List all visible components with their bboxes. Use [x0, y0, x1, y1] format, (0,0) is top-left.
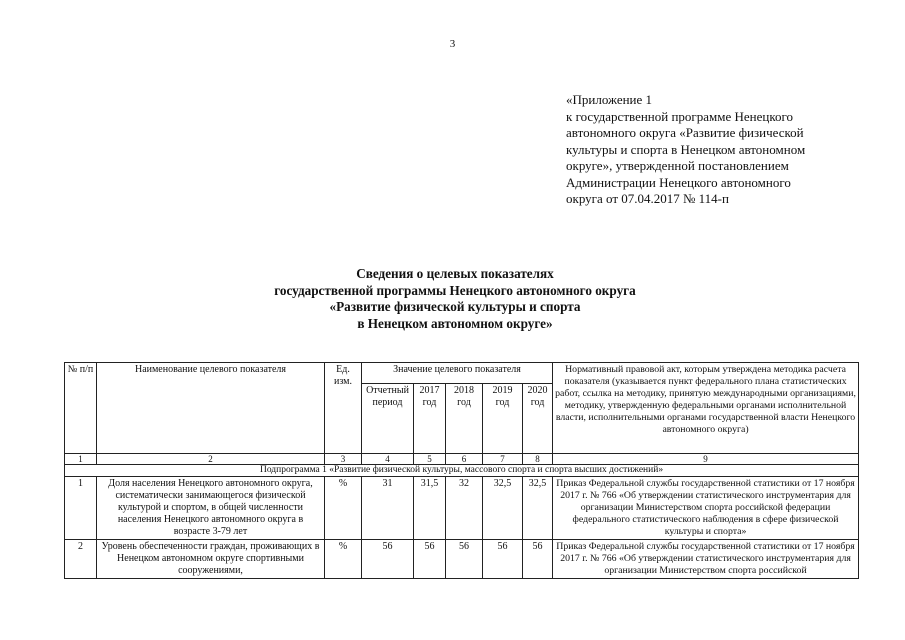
- table-row: [65, 540, 859, 579]
- appendix-line: «Приложение 1: [566, 92, 653, 107]
- column-number: 5: [414, 454, 446, 465]
- row-value-2018: 32: [446, 477, 483, 540]
- row-value-2020: 32,5: [523, 477, 553, 540]
- header-value-group: Значение целевого показателя: [362, 363, 553, 384]
- row-report-value: 56: [362, 540, 414, 579]
- row-report-value: 31: [362, 477, 414, 540]
- title-line: государственной программы Ненецкого автономного округа: [274, 282, 636, 298]
- header-year-2018: 2018 год: [446, 384, 483, 454]
- row-value-2019: 56: [483, 540, 523, 579]
- title-line: в Ненецком автономном округе»: [357, 315, 553, 331]
- header-year-2020: 2020 год: [523, 384, 553, 454]
- header-unit: Ед. изм.: [325, 363, 362, 454]
- appendix-line: округа от 07.04.2017 № 114-п: [566, 191, 729, 206]
- column-number: 6: [446, 454, 483, 465]
- header-name: Наименование целевого показателя: [97, 363, 325, 454]
- row-value-2017: 31,5: [414, 477, 446, 540]
- table-row: [65, 477, 859, 540]
- header-year-2017: 2017 год: [414, 384, 446, 454]
- row-value-2020: 56: [523, 540, 553, 579]
- header-report-period: Отчетный период: [362, 384, 414, 454]
- row-indicator-name: Уровень обеспеченности граждан, проживающих в Ненецком автономном округе спортивными сооружениями,: [97, 540, 325, 579]
- appendix-line: Администрации Ненецкого автономного: [566, 174, 791, 190]
- row-legal-act: Приказ Федеральной службы государственной статистики от 17 ноября 2017 г. № 766 «Об утверждении статистического инструментария для организации Министерством спорта российской: [553, 540, 859, 579]
- column-number: 9: [553, 454, 859, 465]
- row-num: 2: [65, 540, 97, 579]
- appendix-line: автономного округа «Развитие физической: [566, 125, 804, 140]
- column-number: 4: [362, 454, 414, 465]
- target-indicators-table: [64, 362, 859, 579]
- header-year-2019: 2019 год: [483, 384, 523, 454]
- appendix-line: округе», утвержденной постановлением: [566, 158, 789, 173]
- subprogram-row: Подпрограмма 1 «Развитие физической культуры, массового спорта и спорта высших достижений»: [65, 465, 859, 477]
- appendix-note: [566, 92, 866, 208]
- column-number: 3: [325, 454, 362, 465]
- column-number: 2: [97, 454, 325, 465]
- row-value-2019: 32,5: [483, 477, 523, 540]
- page-number: 3: [449, 38, 456, 50]
- row-num: 1: [65, 477, 97, 540]
- header-act: Нормативный правовой акт, которым утверждена методика расчета показателя (указывается пункт федерального плана статистических работ, ссылка на методику, принятую международными организациями, методику, утвержденную федеральными органами исполнительной власти, исполнительными органами государственной власти Ненецкого автономного округа): [553, 363, 859, 454]
- row-value-2017: 56: [414, 540, 446, 579]
- document-title: [150, 266, 760, 332]
- row-legal-act: Приказ Федеральной службы государственной статистики от 17 ноября 2017 г. № 766 «Об утверждении статистического инструментария для организации Министерством спорта российской федерации федерального статистического наблюдения в сфере физической культуры и спорта»: [553, 477, 859, 540]
- row-indicator-name: Доля населения Ненецкого автономного округа, систематически занимающегося физической культурой и спортом, в общей численности населения Ненецкого автономного округа в возрасте 3-79 лет: [97, 477, 325, 540]
- row-unit: %: [325, 477, 362, 540]
- column-number: 8: [523, 454, 553, 465]
- header-num: № п/п: [65, 363, 97, 454]
- title-line: Сведения о целевых показателях: [356, 266, 554, 281]
- title-line: «Развитие физической культуры и спорта: [329, 299, 581, 314]
- row-unit: %: [325, 540, 362, 579]
- column-numbers-row: [65, 454, 859, 465]
- column-number: 7: [483, 454, 523, 465]
- column-number: 1: [65, 454, 97, 465]
- appendix-line: к государственной программе Ненецкого: [566, 108, 794, 124]
- appendix-line: культуры и спорта в Ненецком автономном: [566, 141, 806, 157]
- row-value-2018: 56: [446, 540, 483, 579]
